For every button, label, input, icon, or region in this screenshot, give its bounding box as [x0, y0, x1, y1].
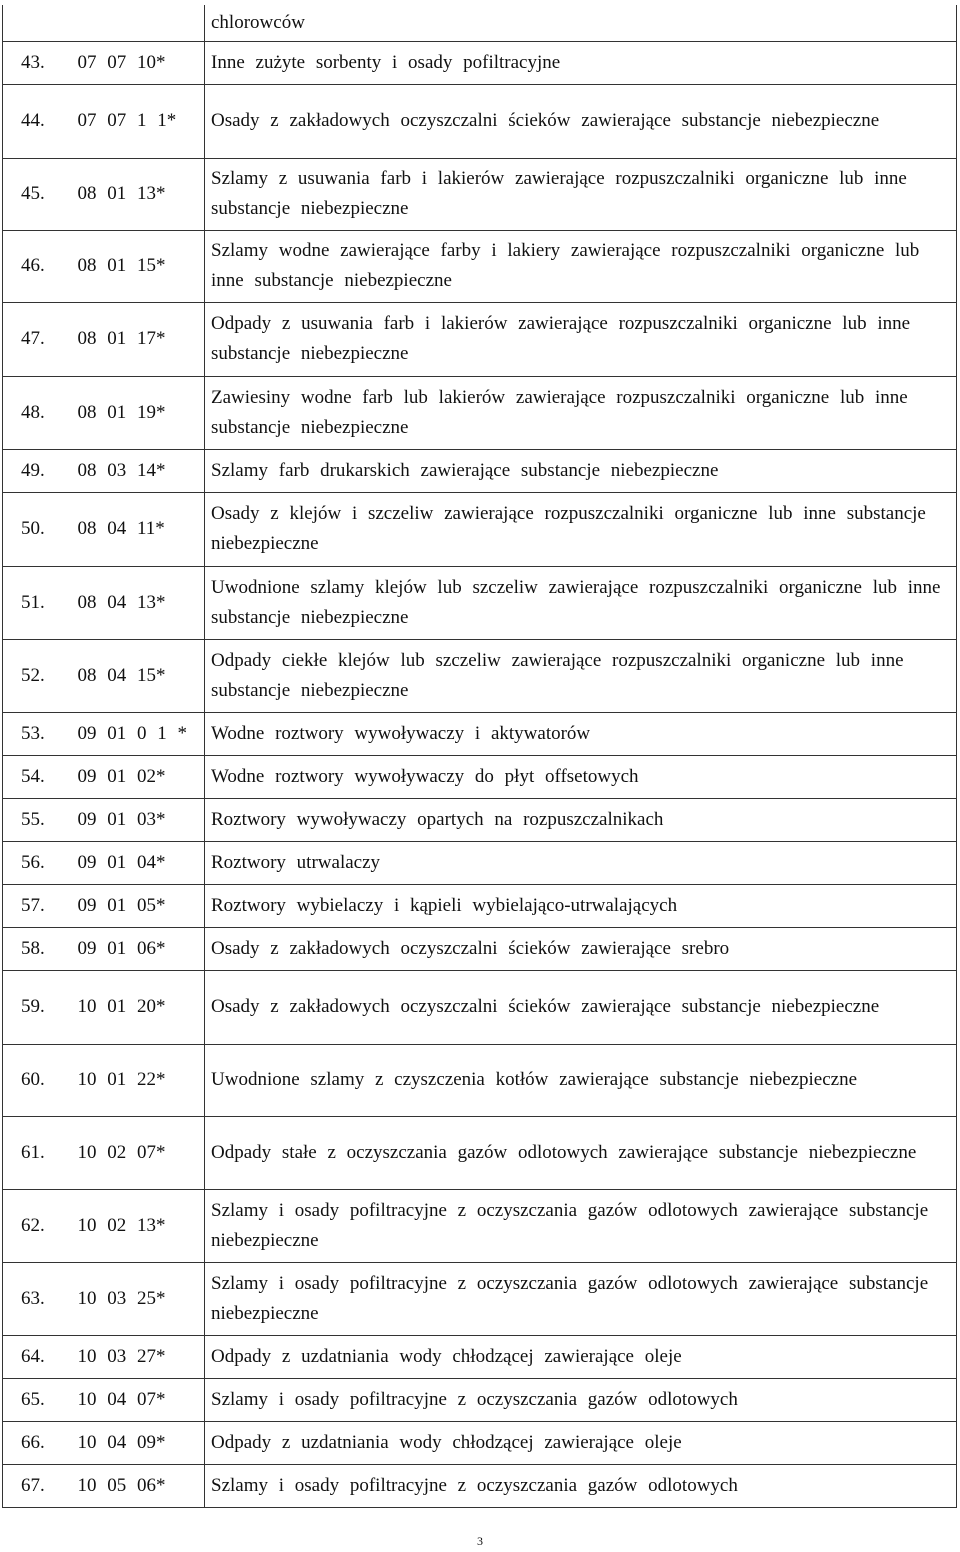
waste-code: [63, 1378, 205, 1421]
table-row: [3, 492, 957, 566]
row-number: 58.: [3, 927, 63, 970]
row-number: 53.: [3, 712, 63, 755]
waste-code: [63, 927, 205, 970]
table-row: [3, 376, 957, 449]
table-row: [3, 639, 957, 712]
table-row: [3, 1421, 957, 1464]
row-number: 63.: [3, 1262, 63, 1335]
waste-code-text: 08 01 17*: [77, 328, 166, 349]
row-number: 57.: [3, 884, 63, 927]
waste-description: Szlamy i osady pofiltracyjne z oczyszczania gazów odlotowych: [205, 1464, 957, 1507]
waste-code-text: 08 04 15*: [77, 664, 166, 686]
waste-code-text: 08 01 19*: [77, 401, 166, 423]
waste-description: Roztwory wybielaczy i kąpieli wybielająco-utrwalających: [205, 884, 957, 927]
table-row: [3, 1335, 957, 1378]
waste-code: [63, 1262, 205, 1335]
waste-description: Osady z klejów i szczeliw zawierające rozpuszczalniki organiczne lub inne substancje niebezpieczne: [205, 492, 957, 566]
waste-description: Odpady z uzdatniania wody chłodzącej zawierające oleje: [205, 1421, 957, 1464]
table-row: [3, 884, 957, 927]
waste-description: Szlamy wodne zawierające farby i lakiery zawierające rozpuszczalniki organiczne lub inne substancje niebezpieczne: [205, 230, 957, 302]
table-row: [3, 841, 957, 884]
waste-code-text: 08 04 11*: [77, 518, 165, 539]
table-row: [3, 712, 957, 755]
table-row: [3, 449, 957, 492]
waste-codes-table: [2, 5, 957, 1508]
table-row: [3, 1189, 957, 1262]
row-number: 59.: [3, 970, 63, 1044]
waste-code-text: 09 01 03*: [77, 808, 166, 830]
row-number: 46.: [3, 230, 63, 302]
table-row: [3, 158, 957, 230]
waste-table-body: [3, 5, 957, 1507]
waste-description: chlorowców: [205, 5, 957, 41]
waste-code-text: 09 01 05*: [77, 894, 166, 916]
waste-code-text: 10 01 20*: [77, 996, 166, 1017]
waste-code: [63, 84, 205, 158]
table-row: [3, 230, 957, 302]
row-number: 56.: [3, 841, 63, 884]
waste-code: [63, 492, 205, 566]
waste-code: [63, 1189, 205, 1262]
row-number: 45.: [3, 158, 63, 230]
table-row: [3, 755, 957, 798]
table-row: [3, 798, 957, 841]
row-number: 67.: [3, 1464, 63, 1507]
waste-code: [63, 376, 205, 449]
table-row: [3, 1464, 957, 1507]
row-number: 44.: [3, 84, 63, 158]
waste-description: Uwodnione szlamy klejów lub szczeliw zawierające rozpuszczalniki organiczne lub inne substancje niebezpieczne: [205, 566, 957, 639]
waste-code: [63, 798, 205, 841]
row-number: 43.: [3, 41, 63, 84]
waste-code: [63, 230, 205, 302]
waste-code: [63, 41, 205, 84]
waste-description: Uwodnione szlamy z czyszczenia kotłów zawierające substancje niebezpieczne: [205, 1044, 957, 1116]
waste-code-text: 07 07 1 1*: [77, 110, 177, 131]
waste-code-text: 07 07 10*: [77, 51, 166, 73]
row-number: 62.: [3, 1189, 63, 1262]
waste-description: Szlamy i osady pofiltracyjne z oczyszczania gazów odlotowych zawierające substancje niebezpieczne: [205, 1262, 957, 1335]
row-number: 64.: [3, 1335, 63, 1378]
table-row: [3, 1262, 957, 1335]
waste-description: Szlamy i osady pofiltracyjne z oczyszczania gazów odlotowych zawierające substancje niebezpieczne: [205, 1189, 957, 1262]
waste-code: [63, 5, 205, 41]
waste-code: [63, 302, 205, 376]
waste-description: Odpady stałe z oczyszczania gazów odlotowych zawierające substancje niebezpieczne: [205, 1116, 957, 1189]
waste-code-text: 10 04 07*: [77, 1388, 166, 1410]
row-number: 51.: [3, 566, 63, 639]
waste-code: [63, 566, 205, 639]
table-row: [3, 970, 957, 1044]
row-number: 55.: [3, 798, 63, 841]
waste-code: [63, 755, 205, 798]
waste-code: [63, 158, 205, 230]
waste-code-text: 10 05 06*: [77, 1474, 166, 1496]
waste-description: Osady z zakładowych oczyszczalni ścieków zawierające substancje niebezpieczne: [205, 84, 957, 158]
page-number: 3: [477, 1534, 483, 1548]
waste-description: Szlamy farb drukarskich zawierające substancje niebezpieczne: [205, 449, 957, 492]
waste-description: Odpady z usuwania farb i lakierów zawierające rozpuszczalniki organiczne lub inne substancje niebezpieczne: [205, 302, 957, 376]
waste-code-text: 08 01 15*: [77, 255, 166, 276]
waste-description: Osady z zakładowych oczyszczalni ścieków zawierające substancje niebezpieczne: [205, 970, 957, 1044]
waste-description: Odpady z uzdatniania wody chłodzącej zawierające oleje: [205, 1335, 957, 1378]
waste-code-text: 08 03 14*: [77, 459, 166, 481]
waste-description: Osady z zakładowych oczyszczalni ścieków zawierające srebro: [205, 927, 957, 970]
waste-code: [63, 841, 205, 884]
waste-code-text: 09 01 06*: [77, 937, 166, 959]
waste-code-text: 10 01 22*: [77, 1069, 166, 1090]
waste-code-text: 10 04 09*: [77, 1431, 166, 1453]
row-number: 47.: [3, 302, 63, 376]
table-row: [3, 927, 957, 970]
waste-code: [63, 884, 205, 927]
waste-code: [63, 1044, 205, 1116]
waste-code-text: 10 03 27*: [77, 1345, 166, 1367]
waste-code-text: 08 01 13*: [77, 183, 166, 204]
row-number: 54.: [3, 755, 63, 798]
waste-description: Szlamy i osady pofiltracyjne z oczyszczania gazów odlotowych: [205, 1378, 957, 1421]
waste-code: [63, 449, 205, 492]
waste-code: [63, 970, 205, 1044]
table-row: [3, 302, 957, 376]
waste-code: [63, 639, 205, 712]
row-number: [3, 5, 63, 41]
table-row: [3, 1378, 957, 1421]
waste-code: [63, 1421, 205, 1464]
row-number: 48.: [3, 376, 63, 449]
waste-code-text: 09 01 02*: [77, 765, 166, 787]
waste-code-text: 08 04 13*: [77, 591, 166, 613]
row-number: 61.: [3, 1116, 63, 1189]
table-row: [3, 41, 957, 84]
waste-description: Wodne roztwory wywoływaczy do płyt offsetowych: [205, 755, 957, 798]
row-number: 65.: [3, 1378, 63, 1421]
table-row: [3, 1044, 957, 1116]
table-row-fragment: [3, 5, 957, 41]
row-number: 49.: [3, 449, 63, 492]
waste-code: [63, 1116, 205, 1189]
waste-code: [63, 1335, 205, 1378]
waste-description: Roztwory wywoływaczy opartych na rozpuszczalnikach: [205, 798, 957, 841]
waste-description: Roztwory utrwalaczy: [205, 841, 957, 884]
row-number: 66.: [3, 1421, 63, 1464]
waste-description: Szlamy z usuwania farb i lakierów zawierające rozpuszczalniki organiczne lub inne substancje niebezpieczne: [205, 158, 957, 230]
waste-code: [63, 712, 205, 755]
waste-code-text: 10 03 25*: [77, 1287, 166, 1309]
row-number: 60.: [3, 1044, 63, 1116]
table-row: [3, 1116, 957, 1189]
table-row: [3, 84, 957, 158]
waste-description: Odpady ciekłe klejów lub szczeliw zawierające rozpuszczalniki organiczne lub inne substancje niebezpieczne: [205, 639, 957, 712]
row-number: 52.: [3, 639, 63, 712]
waste-code-text: 09 01 0 1 *: [77, 722, 187, 744]
waste-description: Inne zużyte sorbenty i osady pofiltracyjne: [205, 41, 957, 84]
waste-description: Wodne roztwory wywoływaczy i aktywatorów: [205, 712, 957, 755]
waste-code: [63, 1464, 205, 1507]
waste-code-text: 10 02 07*: [77, 1141, 166, 1163]
waste-code-text: 10 02 13*: [77, 1214, 166, 1236]
table-row: [3, 566, 957, 639]
waste-code-text: 09 01 04*: [77, 851, 166, 873]
row-number: 50.: [3, 492, 63, 566]
waste-description: Zawiesiny wodne farb lub lakierów zawierające rozpuszczalniki organiczne lub inne substancje niebezpieczne: [205, 376, 957, 449]
